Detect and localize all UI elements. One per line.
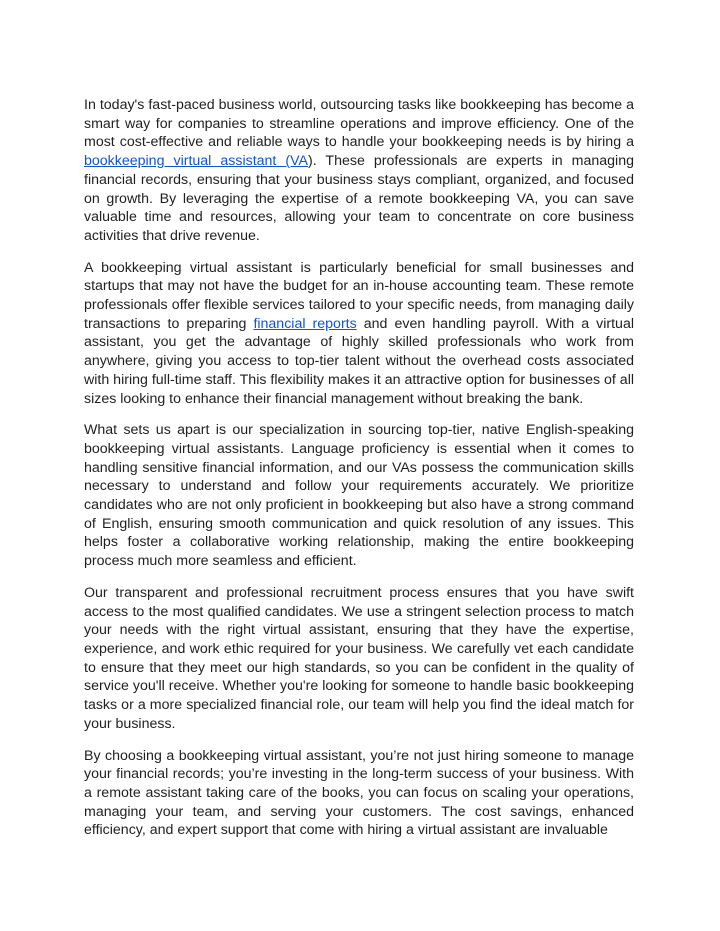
financial-reports-link[interactable]: financial reports [253,315,357,332]
paragraph-benefits-text-before: A bookkeeping virtual assistant is particularly beneficial for small businesses and startups that may not have the budget for an in-house accounting team. These remote professionals offer flexible services tailored to your specific needs, from managing daily transactions to preparing [84,259,634,332]
paragraph-benefits-text-after: and even handling payroll. With a virtual assistant, you get the advantage of highly skilled professionals who work from anywhere, giving you access to top-tier talent without the overhead costs associated with hiring full-time staff. This flexibility makes it an attractive option for businesses of all sizes looking to enhance their financial management without breaking the bank. [84,315,634,407]
paragraph-intro-text-before: In today's fast-paced business world, outsourcing tasks like bookkeeping has become a smart way for companies to streamline operations and improve efficiency. One of the most cost-effective and reliable ways to handle your bookkeeping needs is by hiring a [84,97,634,151]
paragraph-specialization: What sets us apart is our specialization in sourcing top-tier, native English-speaking bookkeeping virtual assistants. Language proficiency is essential when it comes to handling sensitive financial information, and our VAs possess the communication skills necessary to understand and follow your requirements accurately. We prioritize candidates who are not only proficient in bookkeeping but also have a strong command of English, ensuring smooth communication and quick resolution of any issues. This helps foster a collaborative working relationship, making the entire bookkeeping process much more seamless and efficient. [84,422,634,570]
paragraph-recruitment: Our transparent and professional recruitment process ensures that you have swift access to the most qualified candidates. We use a stringent selection process to match your needs with the right virtual assistant, ensuring that they have the expertise, experience, and work ethic required for your business. We carefully vet each candidate to ensure that they meet our high standards, so you can be confident in the quality of service you'll receive. Whether you're looking for someone to handle basic bookkeeping tasks or a more specialized financial role, our team will help you find the ideal match for your business. [84,584,634,732]
paragraph-benefits [84,259,634,409]
paragraph-conclusion: By choosing a bookkeeping virtual assistant, you’re not just hiring someone to manage your financial records; you’re investing in the long-term success of your business. With a remote assistant taking care of the books, you can focus on scaling your operations, managing your team, and serving your customers. The cost savings, enhanced efficiency, and expert support that come with hiring a virtual assistant are invaluable [84,747,634,839]
paragraph-intro-text-after: ). These professionals are experts in managing financial records, ensuring that your business stays compliant, organized, and focused on growth. By leveraging the expertise of a remote bookkeeping VA, you can save valuable time and resources, allowing your team to concentrate on core business activities that drive revenue. [84,153,634,244]
paragraph-intro [84,96,634,246]
document-body [84,96,634,853]
bookkeeping-virtual-assistant-link[interactable]: bookkeeping virtual assistant (VA [84,153,308,170]
